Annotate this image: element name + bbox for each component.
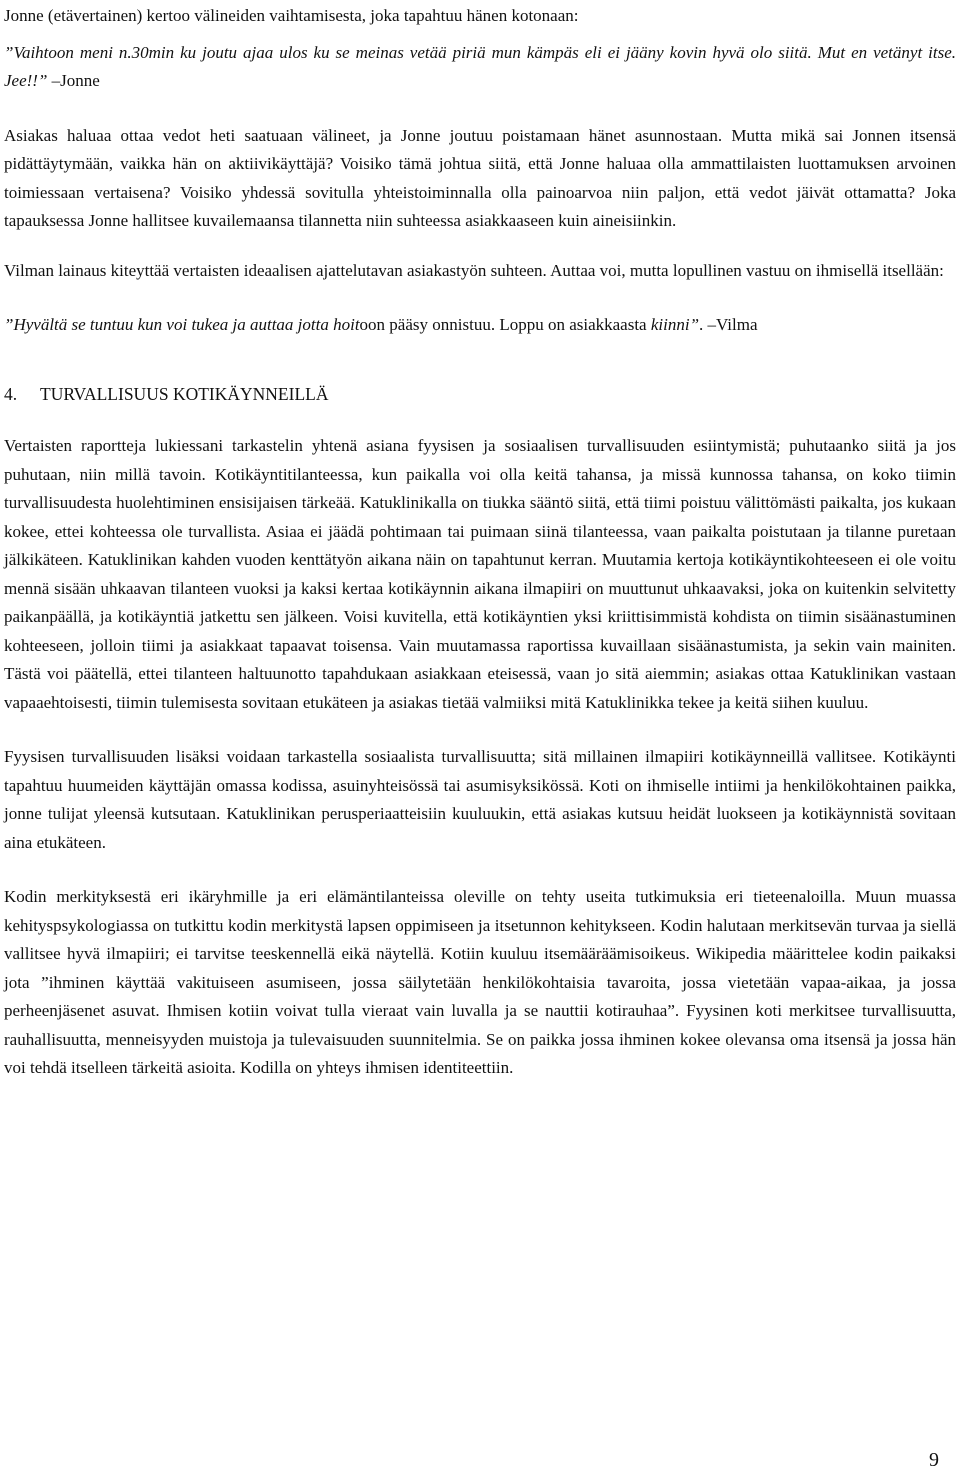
vilma-quote-text-end: kiinni” [650,315,700,334]
body-paragraph-3: Kodin merkityksestä eri ikäryhmille ja eri elämäntilanteissa oleville on tehty useita tutkimuksia eri tieteenaloilla. Muun muassa kehityspsykologiassa on tutkittu kodin merkitystä lapsen oppimiseen ja itsetunnon kehitykseen. Kodin halutaan merkitsevän turvaa ja siellä vallitsee hyvä ilmapiiri; ei tarvitse teeskennellä eikä näytellä. Kotiin kuuluu itsemääräämisoikeus. Wikipedia määrittelee kodin paikaksi jota ”ihminen käyttää vakituiseen asumiseen, jossa säilytetään henkilökohtaisia tavaroita, jossa vietetään vapaa-aikaa, ja jossa perheenjäsenet asuvat. Ihmisen kotiin voivat tulla vieraat vain luvalla ja se nauttii kotirauhaa”. Fyysinen koti merkitsee turvallisuutta, rauhallisuutta, menneisyyden muistoja ja tulevaisuuden suunnitelmia. Se on paikka jossa ihminen kokee olevansa oma itsensä ja jossa hän voi tehdä itselleen tärkeitä asioita. Kodilla on yhteys ihmisen identiteettiin. [4,887,956,1077]
vilma-quote-text-italic: ”Hyvältä se tuntuu kun voi tukea ja auttaa jotta hoit [4,315,360,334]
section-title: TURVALLISUUS KOTIKÄYNNEILLÄ [40,383,329,404]
page-number: 9 [929,1449,939,1471]
body-paragraph-2: Fyysisen turvallisuuden lisäksi voidaan tarkastella sosiaalista turvallisuutta; sitä millainen ilmapiiri kotikäynneillä vallitsee. Kotikäynti tapahtuu huumeiden käyttäjän omassa kodissa, asuinyhteisössä tai asumisyksikössä. Koti on ihmiselle intiimi ja henkilökohtainen paikka, jonne tulijat yleensä kutsutaan. Katuklinikan perusperiaatteisiin kuuluukin, että asiakas kutsuu heidät luokseen ja kotikäynnistä sovitaan aina etukäteen. [4,747,956,852]
document-page [4,2,956,1083]
section-heading [4,380,956,409]
jonne-quote-author: –Jonne [47,71,100,90]
vilma-quote-author: . –Vilma [699,315,758,334]
vilma-intro-paragraph: Vilman lainaus kiteyttää vertaisten ideaalisen ajattelutavan asiakastyön suhteen. Auttaa voi, mutta lopullinen vastuu on ihmisellä itsellään: [4,260,944,280]
jonne-quote-text: ”Vaihtoon meni n.30min ku joutu ajaa ulos ku se meinas vetää piriä mun kämpäs eli ei jääny kovin hyvä olo siitä. Mut en vetänyt itse. Jee!!” [4,42,956,90]
jonne-quote [4,39,956,96]
vilma-quote-text-regular: oon pääsy onnistuu. Loppu on asiakkaasta [359,315,651,334]
vilma-quote [4,311,956,340]
intro-paragraph: Jonne (etävertainen) kertoo välineiden vaihtamisesta, joka tapahtuu hänen kotonaan: [4,6,579,25]
section-number: 4. [4,383,18,404]
analysis-paragraph: Asiakas haluaa ottaa vedot heti saatuaan välineet, ja Jonne joutuu poistamaan hänet asunnostaan. Mutta mikä sai Jonnen itsensä pidättäytymään, vaikka hän on aktiivikäyttäjä? Voisiko tämä johtua siitä, että Jonne haluaa olla ammattilaisten luottamuksen arvoinen toimiessaan vertaisena? Voisiko yhdessä sovitulla yhteistoiminnalla olla painoarvoa niin paljon, että vedot jäivät ottamatta? Joka tapauksessa Jonne hallitsee kuvailemaansa tilannetta niin suhteessa asiakkaaseen kuin aineisiinkin. [4,125,956,230]
body-paragraph-1: Vertaisten raportteja lukiessani tarkastelin yhtenä asiana fyysisen ja sosiaalisen turvallisuuden esiintymistä; puhutaanko siitä ja jos puhutaan, niin millä tavoin. Kotikäyntitilanteessa, kun paikalla voi olla keitä tahansa, ja missä kunnossa tahansa, on koko tiimin turvallisuudesta huolehtiminen ensisijaisen tärkeää. Katuklinikalla on tiukka sääntö siitä, että tiimi poistuu välittömästi paikalta, jos kukaan kokee, ettei kohteessa ole turvallista. Asiaa ei jäädä pohtimaan tai puimaan siinä tilanteessa, vaan paikalta poistutaan ja tilanne puretaan jälkikäteen. Katuklinikan kahden vuoden kenttätyön aikana näin on tapahtunut kerran. Muutamia kertoja kotikäyntikohteeseen ei ole voitu mennä sisään uhkaavan tilanteen vuoksi ja kaksi kertaa kotikäynnin aikana ilmapiiri on muuttunut uhkaavaksi, joka on kuitenkin selvitetty paikanpäällä, ja kotikäyntiä jatkettu sen jälkeen. Voisi kuvitella, että kotikäyntien yksi kriittisimmistä kohdista on tiimin sisäänastuminen kohteeseen, jolloin tiimi ja asiakkaat tapaavat toisensa. Vain muutamassa raportissa kuvaillaan sisäänastumista, ja sekin vain mainiten. Tästä voi päätellä, ettei tilanteen haltuunotto tapahdukaan asiakkaan eteisessä, vaan jo sitä aiemmin; asiakas ottaa Katuklinikan vastaan vapaaehtoisesti, tiimin tulemisesta sovitaan etukäteen ja asiakas tietää valmiiksi mitä Katuklinikka tekee ja keitä siihen kuuluu. [4,436,956,712]
